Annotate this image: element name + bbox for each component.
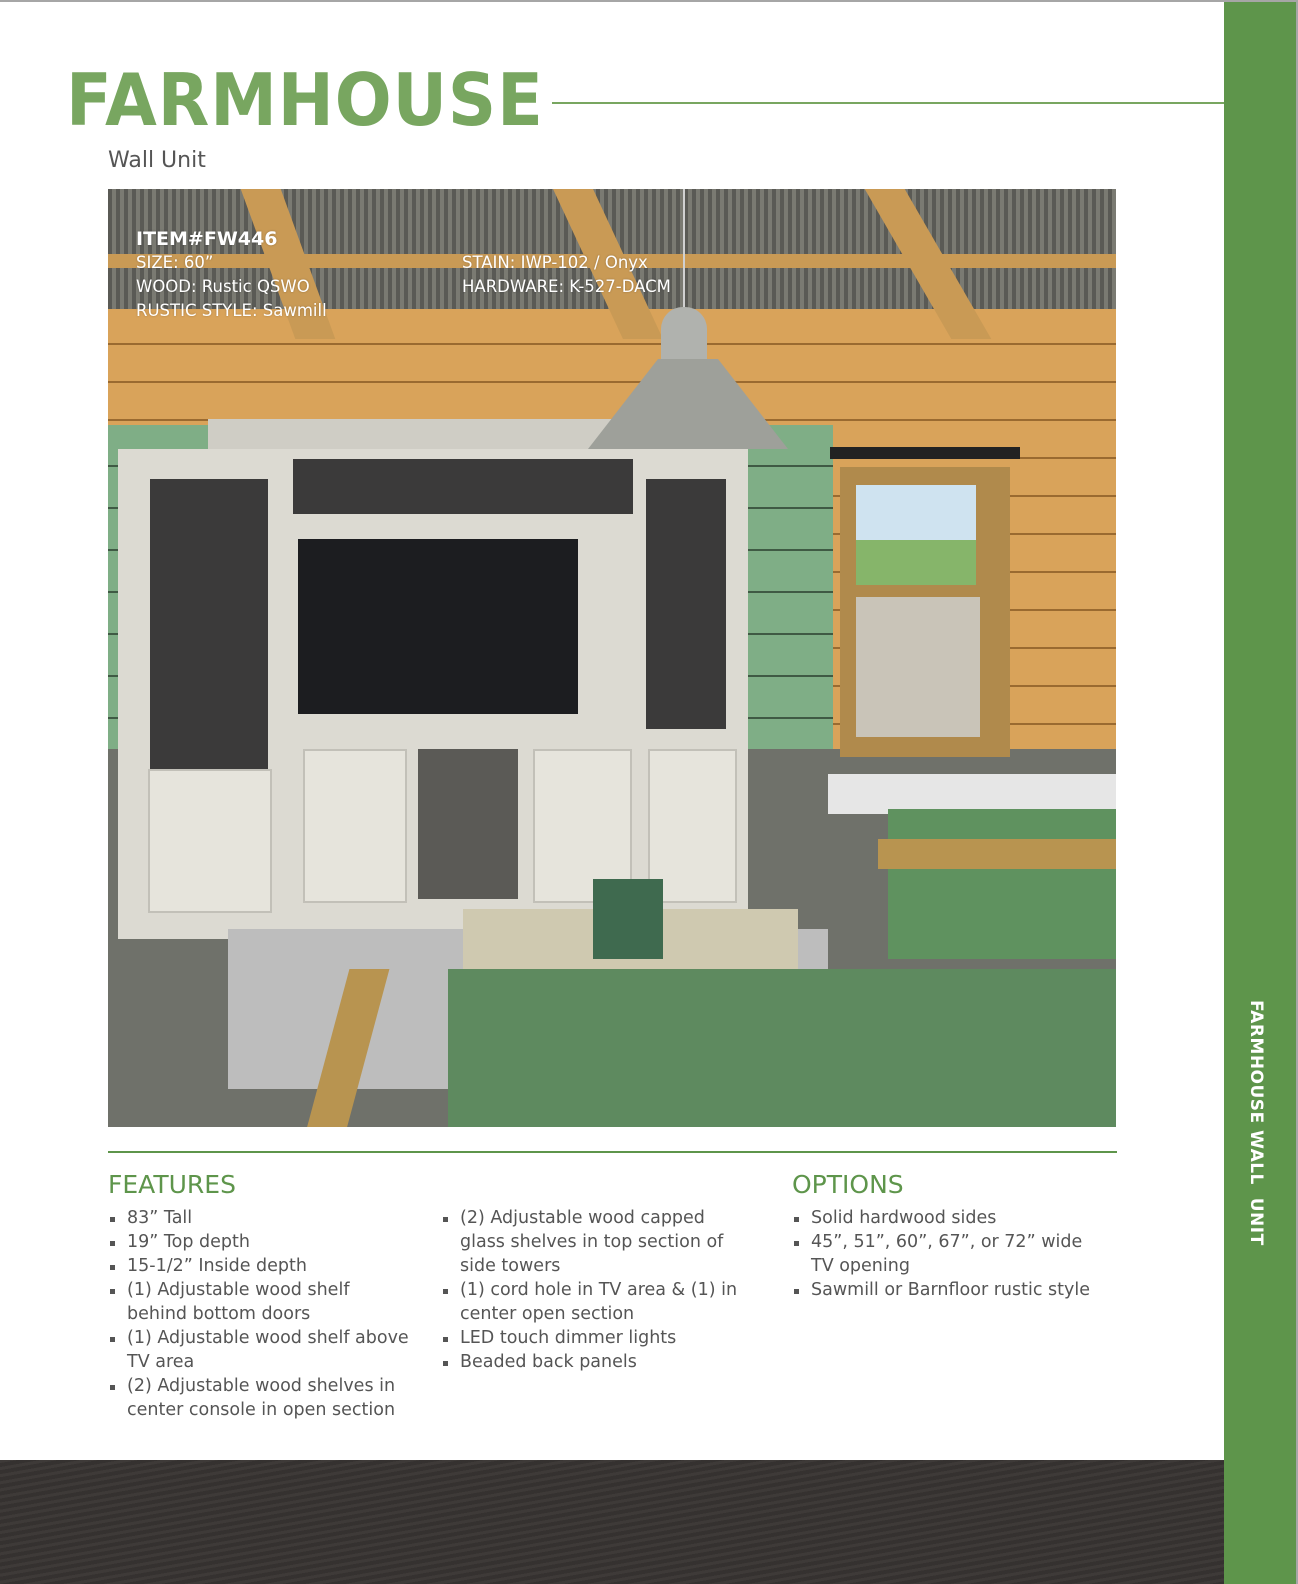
spec-hardware: HARDWARE: K-527-DACM: [462, 277, 671, 296]
product-photo: [108, 189, 1116, 1127]
options-list: [794, 1206, 1099, 1302]
title-divider: [552, 102, 1224, 104]
plant-pot: [593, 879, 663, 959]
top-border: [0, 0, 1298, 2]
option-item: 45”, 51”, 60”, 67”, or 72” wide TV opening: [794, 1230, 1099, 1278]
sofa-arm: [878, 839, 1116, 869]
option-item: Solid hardwood sides: [794, 1206, 1099, 1230]
cabinet-door: [148, 769, 272, 913]
features-heading: FEATURES: [108, 1170, 236, 1199]
feature-item: 83” Tall: [110, 1206, 410, 1230]
feature-item: (1) Adjustable wood shelf behind bottom doors: [110, 1278, 410, 1326]
barn-door: [840, 467, 1010, 757]
feature-item: (1) Adjustable wood shelf above TV area: [110, 1326, 410, 1374]
top-center-shelf: [293, 459, 633, 514]
rug: [828, 774, 1116, 814]
spec-block-left: [136, 227, 327, 323]
spec-size: SIZE: 60”: [136, 253, 214, 272]
television: [298, 539, 578, 714]
footer-wood-band: [0, 1460, 1224, 1584]
side-tab-label: FARMHOUSE WALL UNIT: [1246, 1000, 1266, 1246]
center-console: [418, 749, 518, 899]
page-title: FARMHOUSE: [66, 58, 544, 142]
option-item: Sawmill or Barnfloor rustic style: [794, 1278, 1099, 1302]
feature-item: 15-1/2” Inside depth: [110, 1254, 410, 1278]
right-tower-shelves: [646, 479, 726, 729]
page-subtitle: Wall Unit: [108, 148, 206, 173]
cabinet-door: [303, 749, 407, 903]
features-list-col2: [443, 1206, 753, 1374]
features-list-col1: [110, 1206, 410, 1422]
feature-item: LED touch dimmer lights: [443, 1326, 753, 1350]
side-tab: [1224, 2, 1296, 1584]
feature-item: (2) Adjustable wood shelves in center console in open section: [110, 1374, 410, 1422]
barn-door-rail: [830, 447, 1020, 459]
feature-item: (1) cord hole in TV area & (1) in center open section: [443, 1278, 753, 1326]
front-sofa: [448, 969, 1116, 1127]
spec-rustic-style: RUSTIC STYLE: Sawmill: [136, 301, 327, 320]
lamp-cap: [661, 307, 707, 367]
item-number: ITEM#FW446: [136, 228, 278, 250]
feature-item: (2) Adjustable wood capped glass shelves in top section of side towers: [443, 1206, 753, 1278]
door-window: [856, 485, 976, 585]
feature-item: 19” Top depth: [110, 1230, 410, 1254]
door-panel: [856, 597, 980, 737]
left-tower-shelves: [150, 479, 268, 769]
spec-block-right: [462, 251, 671, 299]
section-divider: [108, 1151, 1117, 1153]
options-heading: OPTIONS: [792, 1170, 904, 1199]
spec-wood: WOOD: Rustic QSWO: [136, 277, 310, 296]
spec-stain: STAIN: IWP-102 / Onyx: [462, 253, 648, 272]
side-sofa: [888, 809, 1116, 959]
lamp-wire: [683, 189, 685, 309]
feature-item: Beaded back panels: [443, 1350, 753, 1374]
